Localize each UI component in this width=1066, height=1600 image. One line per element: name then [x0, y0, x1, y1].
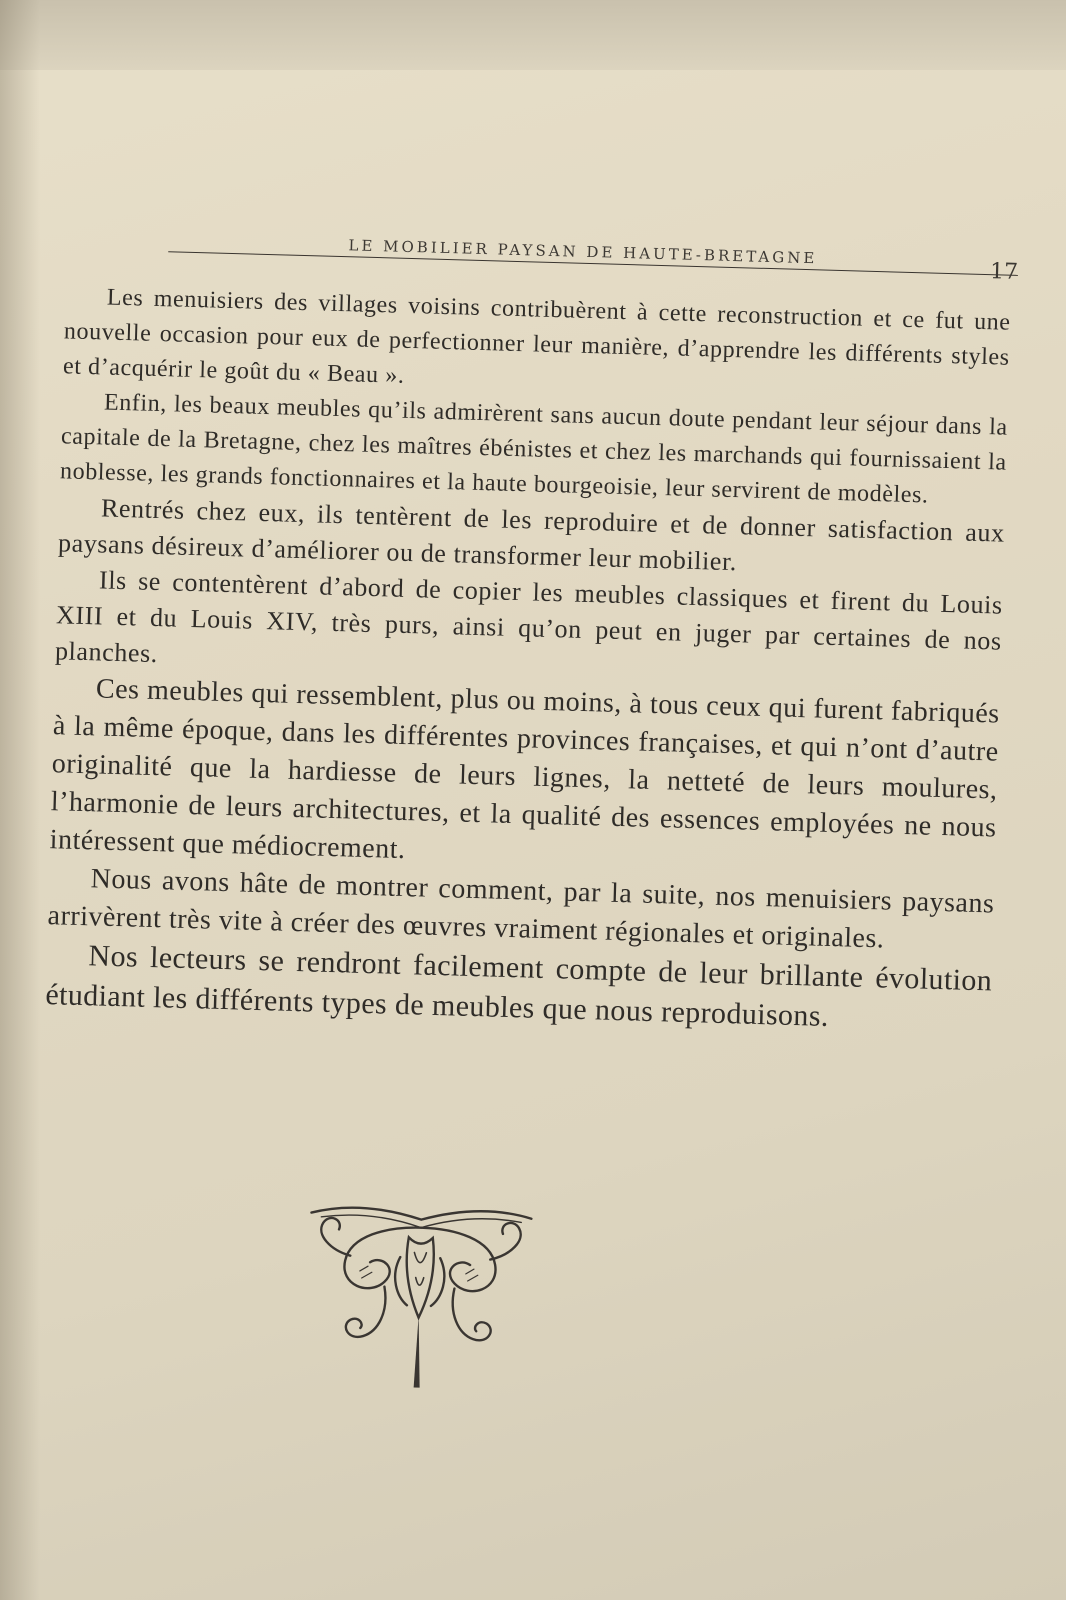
paragraph: Enfin, les beaux meubles qu’ils admirèrent sans aucun doute pendant leur séjour dans la capitale de la Bretagne, chez les maîtres ébénistes et chez les marchands qui fournissaient la noblesse, les grands fonctionnaires et la haute bourgeoisie, leur servirent de modèles. [59, 389, 1009, 509]
paragraph: Rentrés chez eux, ils tentèrent de les reproduire et de donner satisfaction aux paysans désireux d’améliorer ou de transformer leur mobilier. [57, 493, 1006, 577]
printed-sheet [0, 26, 1024, 1593]
running-head [168, 230, 1019, 285]
running-head-title: LE MOBILIER PAYSAN DE HAUTE-BRETAGNE [348, 236, 818, 268]
paragraph: Nos lecteurs se rendront facilement compte de leur brillante évolution étudiant les différents types de meubles que nous reproduisons. [45, 939, 993, 1033]
paragraph: Les menuisiers des villages voisins contribuèrent à cette reconstruction et ce fut une nouvelle occasion pour eux de perfectionner leur manière, d’apprendre les différents styles et d’acquérir le goût du « Beau ». [62, 284, 1011, 389]
page-number: 17 [989, 259, 1019, 285]
fleuron-tailpiece-icon [286, 1194, 551, 1401]
paragraph: Ces meubles qui ressemblent, plus ou moins, à tous ceux qui furent fabriqués à la même époque, dans les différentes provinces françaises, et qui n’ont d’autre originalité que la hardiesse de leurs lignes, la netteté de leurs moulures, l’harmonie de leurs architectures, et la qualité des essences employées ne nous intéressent que médiocrement. [49, 673, 1001, 866]
paragraph: Nous avons hâte de montrer comment, par la suite, nos menuisiers paysans arrivèrent très vite à créer des œuvres vraiment régionales et originales. [47, 863, 995, 955]
body-text [45, 279, 1011, 1041]
fleuron-drawing [286, 1194, 551, 1401]
paragraph: Ils se contentèrent d’abord de copier les meubles classiques et firent du Louis XIII et du Louis XIV, très purs, ainsi qu’on peut en juger par certaines de nos planches. [54, 565, 1004, 669]
